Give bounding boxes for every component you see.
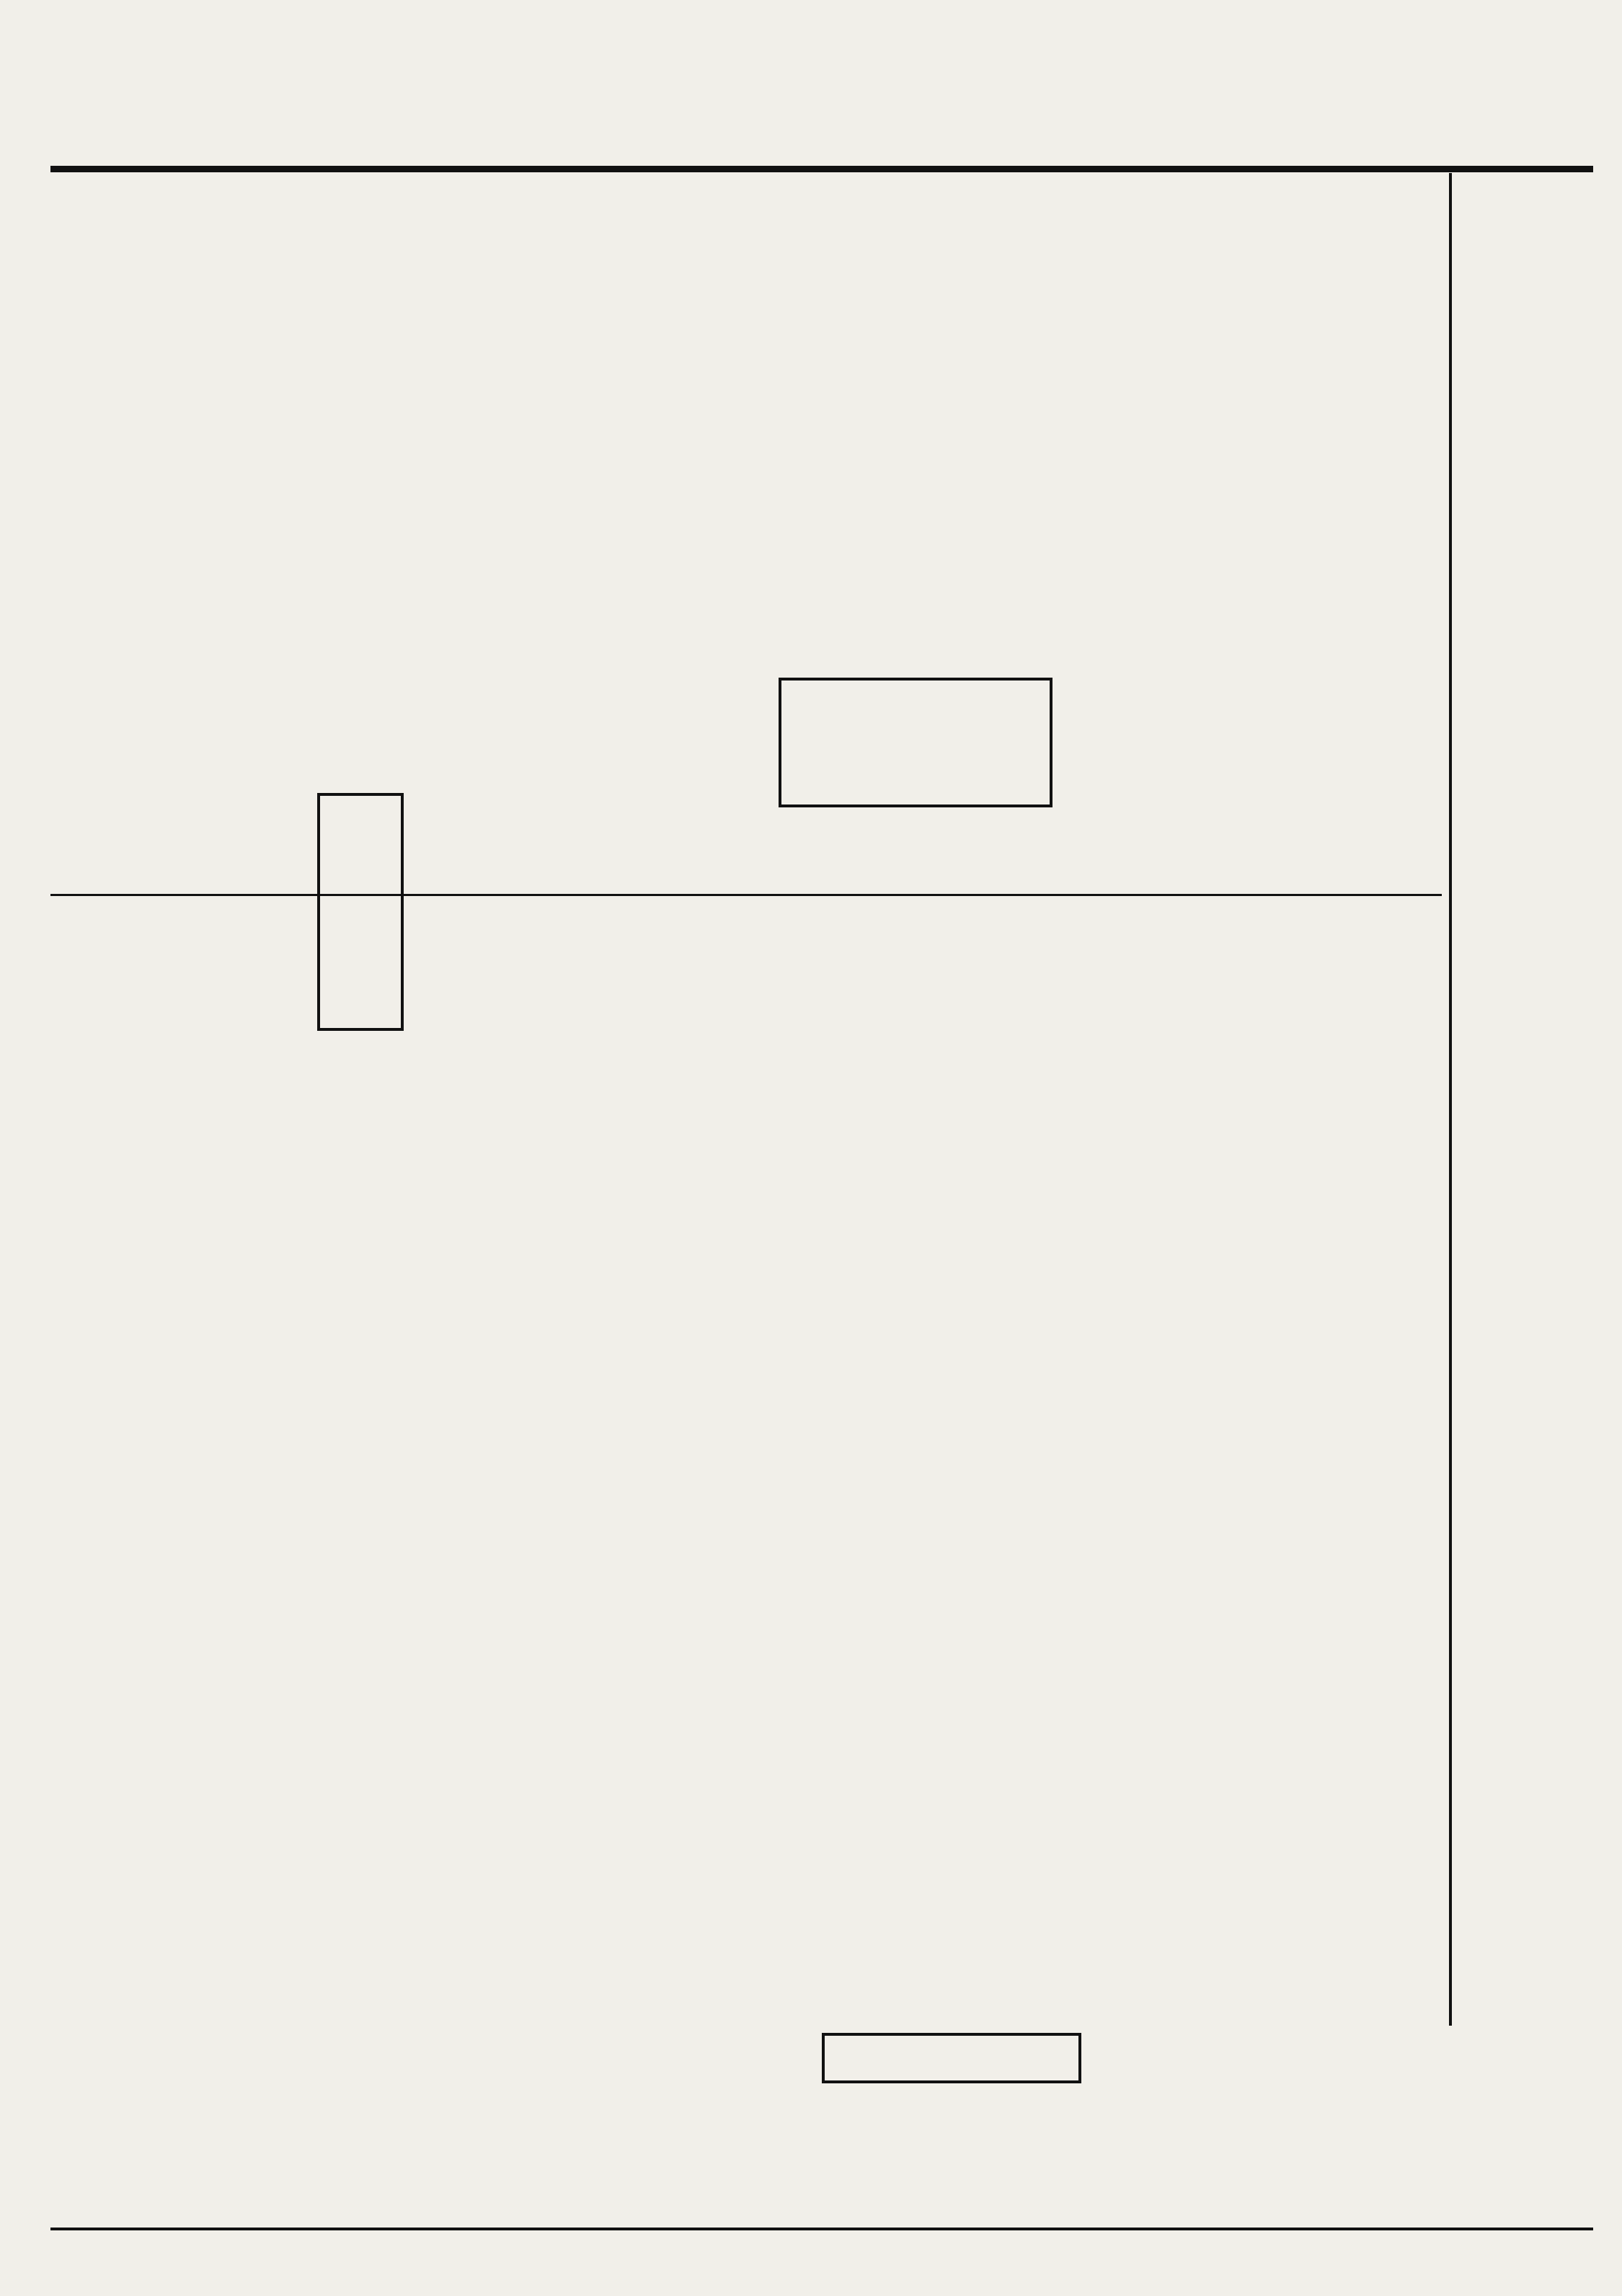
masthead (50, 108, 1593, 169)
camp-body (58, 779, 267, 1153)
soviet-body (425, 187, 562, 404)
shipping-ads-column (1449, 173, 1596, 2026)
camp-box (317, 793, 404, 1031)
divider-mid (50, 894, 1442, 896)
dock-body (58, 187, 195, 490)
lead-body (807, 216, 1146, 973)
health-body (1038, 1478, 1254, 1838)
divider-bottom (50, 2228, 1593, 2230)
fund-body (433, 1067, 735, 1427)
divider-top (50, 169, 1593, 172)
hall-box (822, 2033, 1081, 2083)
misc-body (58, 1269, 296, 1918)
mussolini-box (779, 678, 1052, 807)
